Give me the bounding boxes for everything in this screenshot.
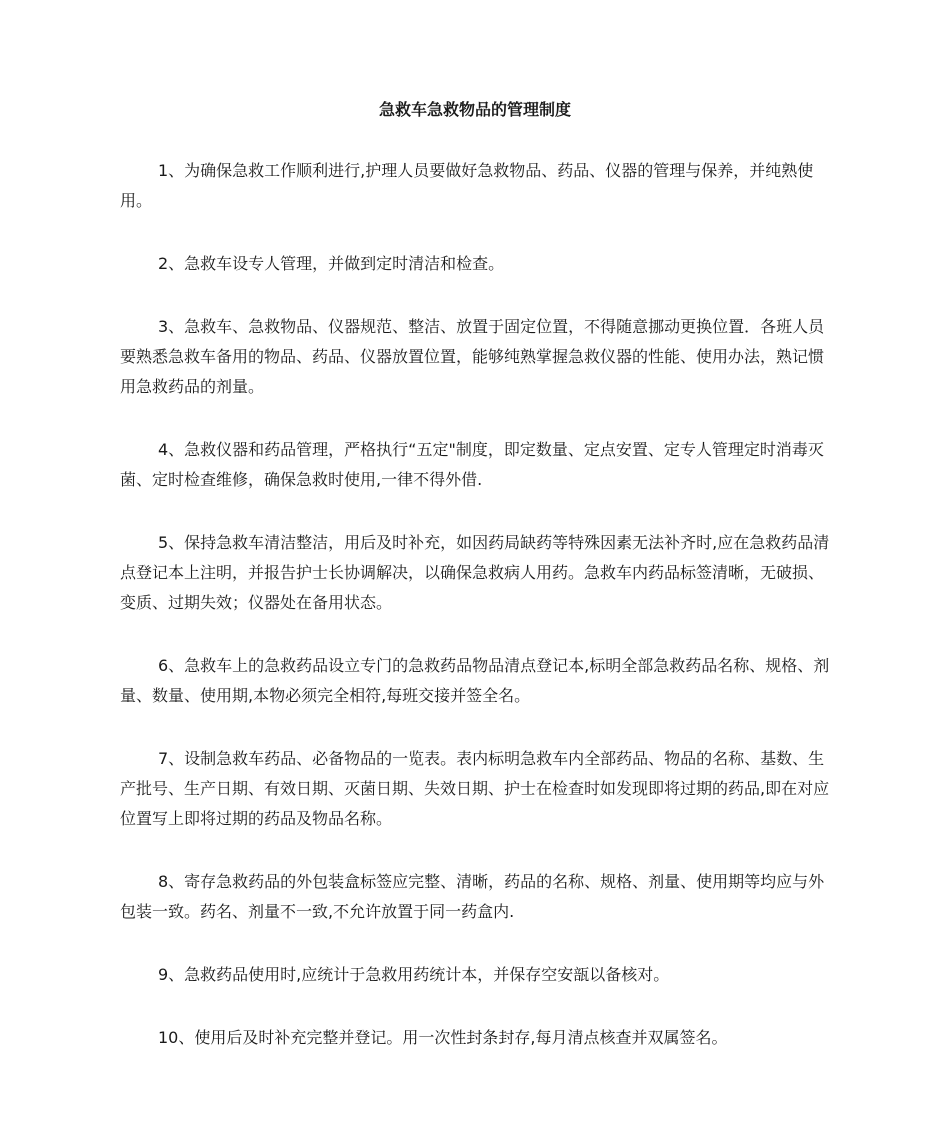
paragraph-1: 1、为确保急救工作顺利进行,护理人员要做好急救物品、药品、仪器的管理与保养，并纯熟使用。 bbox=[120, 161, 814, 210]
paragraph-10: 10、使用后及时补充完整并登记。用一次性封条封存,每月清点核查并双属签名。 bbox=[158, 1028, 728, 1047]
paragraph-4: 4、急救仪器和药品管理，严格执行“五定"制度，即定数量、定点安置、定专人管理定时消毒灭菌、定时检查维修，确保急救时使用,一律不得外借. bbox=[120, 440, 824, 489]
document-title: 急救车急救物品的管理制度 bbox=[378, 100, 571, 119]
paragraph-5: 5、保持急救车清洁整洁，用后及时补充，如因药局缺药等特殊因素无法补齐时,应在急救药品清点登记本上注明，并报告护士长协调解决，以确保急救病人用药。急救车内药品标签清晰，无破损、变质、过期失效；仪器处在备用状态。 bbox=[120, 533, 830, 612]
paragraph-8: 8、寄存急救药品的外包装盒标签应完整、清晰，药品的名称、规格、剂量、使用期等均应与外包装一致。药名、剂量不一致,不允许放置于同一药盒内. bbox=[120, 872, 825, 921]
paragraph-6: 6、急救车上的急救药品设立专门的急救药品物品清点登记本,标明全部急救药品名称、规格、剂量、数量、使用期,本物必须完全相符,每班交接并签全名。 bbox=[120, 656, 830, 705]
paragraph-2: 2、急救车设专人管理，并做到定时清洁和检查。 bbox=[158, 254, 505, 273]
paragraph-3: 3、急救车、急救物品、仪器规范、整洁、放置于固定位置，不得随意挪动更换位置．各班人员要熟悉急救车备用的物品、药品、仪器放置位置，能够纯熟掌握急救仪器的性能、使用办法，熟记惯用急救药品的剂量。 bbox=[120, 317, 825, 396]
document-body bbox=[120, 156, 835, 1086]
paragraph-9: 9、急救药品使用时,应统计于急救用药统计本，并保存空安瓿以备核对。 bbox=[158, 965, 670, 984]
paragraph-7: 7、设制急救车药品、必备物品的一览表。表内标明急救车内全部药品、物品的名称、基数、生产批号、生产日期、有效日期、灭菌日期、失效日期、护士在检查时如发现即将过期的药品,即在对应位置写上即将过期的药品及物品名称。 bbox=[120, 749, 830, 828]
